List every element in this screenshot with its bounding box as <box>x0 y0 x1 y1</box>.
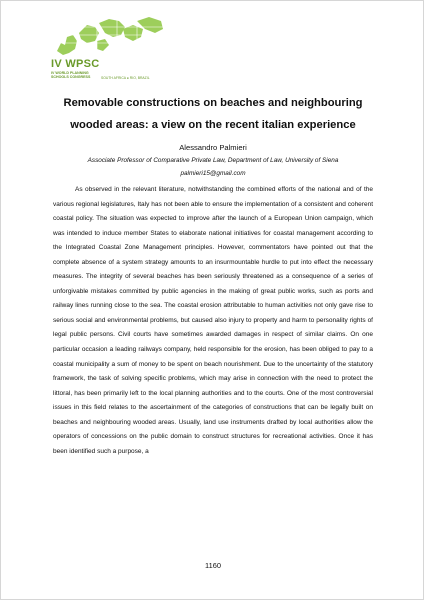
conference-logo <box>37 15 177 85</box>
body-paragraph: As observed in the relevant literature, notwithstanding the combined efforts of the national and of the various regional legislatures, Italy has not been able to ensure the implementation of a consistent and coherent coastal policy. The situation was expected to improve after the launch of a European Union campaign, which was intended to induce member States to elaborate national initiatives for coastal management according to the Integrated Coastal Zone Management principles. However, commentators have pointed out that the complete absence of a system strategy amounts to an insurmountable hurdle to put into effect the necessary measures. The integrity of several beaches has been seriously threatened as a consequence of a series of unforgivable mistakes committed by public agencies in the making of great public works, such as ports and railway lines running close to the sea. The coastal erosion attributable to human activities not only gave rise to serious social and environmental problems, but caused also injury to property and harm to personality rights of legal public persons. Civil courts have sometimes awarded damages in respect of similar claims. On one particular occasion a leading railways company, held responsible for the erosion, has been obliged to pay to a coastal municipality a sum of money to be spent on beach nourishment. Due to the uncertainty of the statutory framework, the task of solving specific problems, which may arise in connection with the need to protect the littoral, has been primarily left to the local planning authorities and to the courts. One of the most controversial issues in this field relates to the ascertainment of the categories of constructions that can be legally built on beaches and neighbouring wooded areas. Usually, land use instruments drafted by local authorities allow the operators of concessions on the public domain to construct structures for recreational activities. Once it has been identified such a purpose, a <box>53 186 373 455</box>
logo-subtitle: IV WORLD PLANNING SCHOOLS CONGRESS <box>51 71 91 80</box>
author-name: Alessandro Palmieri <box>179 143 247 152</box>
logo-place: SOUTH AFRICA ● RIO, BRAZIL <box>101 76 150 80</box>
page-number: 1160 <box>205 561 221 570</box>
author-email: palmieri15@gmail.com <box>180 170 246 177</box>
logo-title: IV WPSC <box>51 58 100 70</box>
world-map-graphic <box>37 15 177 63</box>
author-affiliation: Associate Professor of Comparative Private Law, Department of Law, University of Siena <box>87 157 339 164</box>
paper-title: Removable constructions on beaches and neighbouring wooded areas: a view on the recent italian experience <box>63 97 363 131</box>
